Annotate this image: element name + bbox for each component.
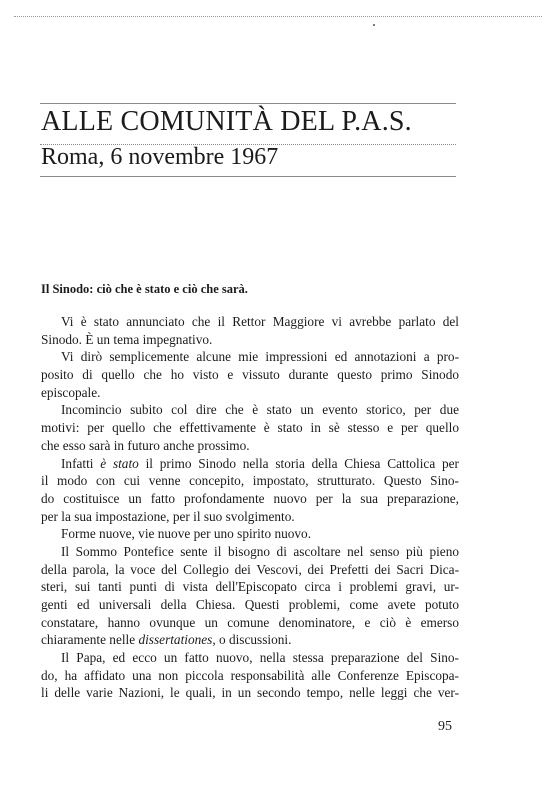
page-number: 95 bbox=[438, 719, 452, 734]
body-line: per la sua impostazione, per il suo svolgimento. bbox=[41, 508, 295, 524]
body-line: Sinodo. È un tema impegnativo. bbox=[41, 331, 213, 347]
body-line: che esso sarà in futuro anche prossimo. bbox=[41, 437, 250, 453]
body-line: il modo con cui venne concepito, impostato, strutturato. Questo Sino- bbox=[41, 473, 459, 489]
date-subtitle: Roma, 6 novembre 1967 bbox=[41, 144, 279, 170]
body-line: Vi è stato annunciato che il Rettor Maggiore vi avrebbe parlato del bbox=[61, 314, 459, 329]
body-line: steri, sui tanti punti di vista dell'Episcopato circa i problemi gravi, ur- bbox=[41, 579, 459, 595]
top-edge-dotted-line bbox=[14, 16, 542, 17]
page-title: ALLE COMUNITÀ DEL P.A.S. bbox=[41, 106, 412, 137]
body-line: do costituisce un fatto profondamente nuovo per la sua preparazione, bbox=[41, 490, 459, 506]
body-line: do, ha affidato una non piccola responsabilità alle Conferenze Episcopa- bbox=[41, 667, 459, 683]
top-edge-speck bbox=[373, 24, 375, 26]
body-line: della parola, la voce del Collegio dei Vescovi, dei Prefetti dei Sacri Dica- bbox=[41, 561, 459, 577]
body-line: constatare, hanno ovunque un comune denominatore, e ciò è emerso bbox=[41, 614, 459, 630]
body-line: posito di quello che ho visto e vissuto durante questo primo Sinodo bbox=[41, 367, 459, 383]
body-line: li delle varie Nazioni, le quali, in un secondo tempo, nelle leggi che ver- bbox=[41, 685, 459, 701]
section-heading: Il Sinodo: ciò che è stato e ciò che sarà. bbox=[41, 282, 248, 296]
body-line: Incomincio subito col dire che è stato un evento storico, per due bbox=[61, 402, 459, 418]
body-line: genti ed universali della Chiesa. Questi problemi, come avete potuto bbox=[41, 597, 459, 612]
title-rule-bottom bbox=[40, 176, 456, 177]
body-line: Il Papa, ed ecco un fatto nuovo, nella stessa preparazione del Sino- bbox=[61, 650, 459, 666]
emphasis: è stato bbox=[100, 455, 139, 471]
emphasis: dissertationes bbox=[138, 632, 213, 648]
body-line: Il Sommo Pontefice sente il bisogno di ascoltare nel senso più pieno bbox=[61, 543, 459, 559]
body-line: Infatti è stato il primo Sinodo nella storia della Chiesa Cattolica per bbox=[61, 455, 459, 471]
body-text bbox=[41, 313, 459, 702]
body-line: motivi: per quello che effettivamente è stato in sè stesso e per quello bbox=[41, 420, 459, 436]
body-line: chiaramente nelle dissertationes, o discussioni. bbox=[41, 632, 292, 648]
body-line: Vi dirò semplicemente alcune mie impressioni ed annotazioni a pro- bbox=[61, 349, 459, 365]
body-line: Forme nuove, vie nuove per uno spirito nuovo. bbox=[61, 526, 312, 542]
body-line: episcopale. bbox=[41, 384, 101, 400]
